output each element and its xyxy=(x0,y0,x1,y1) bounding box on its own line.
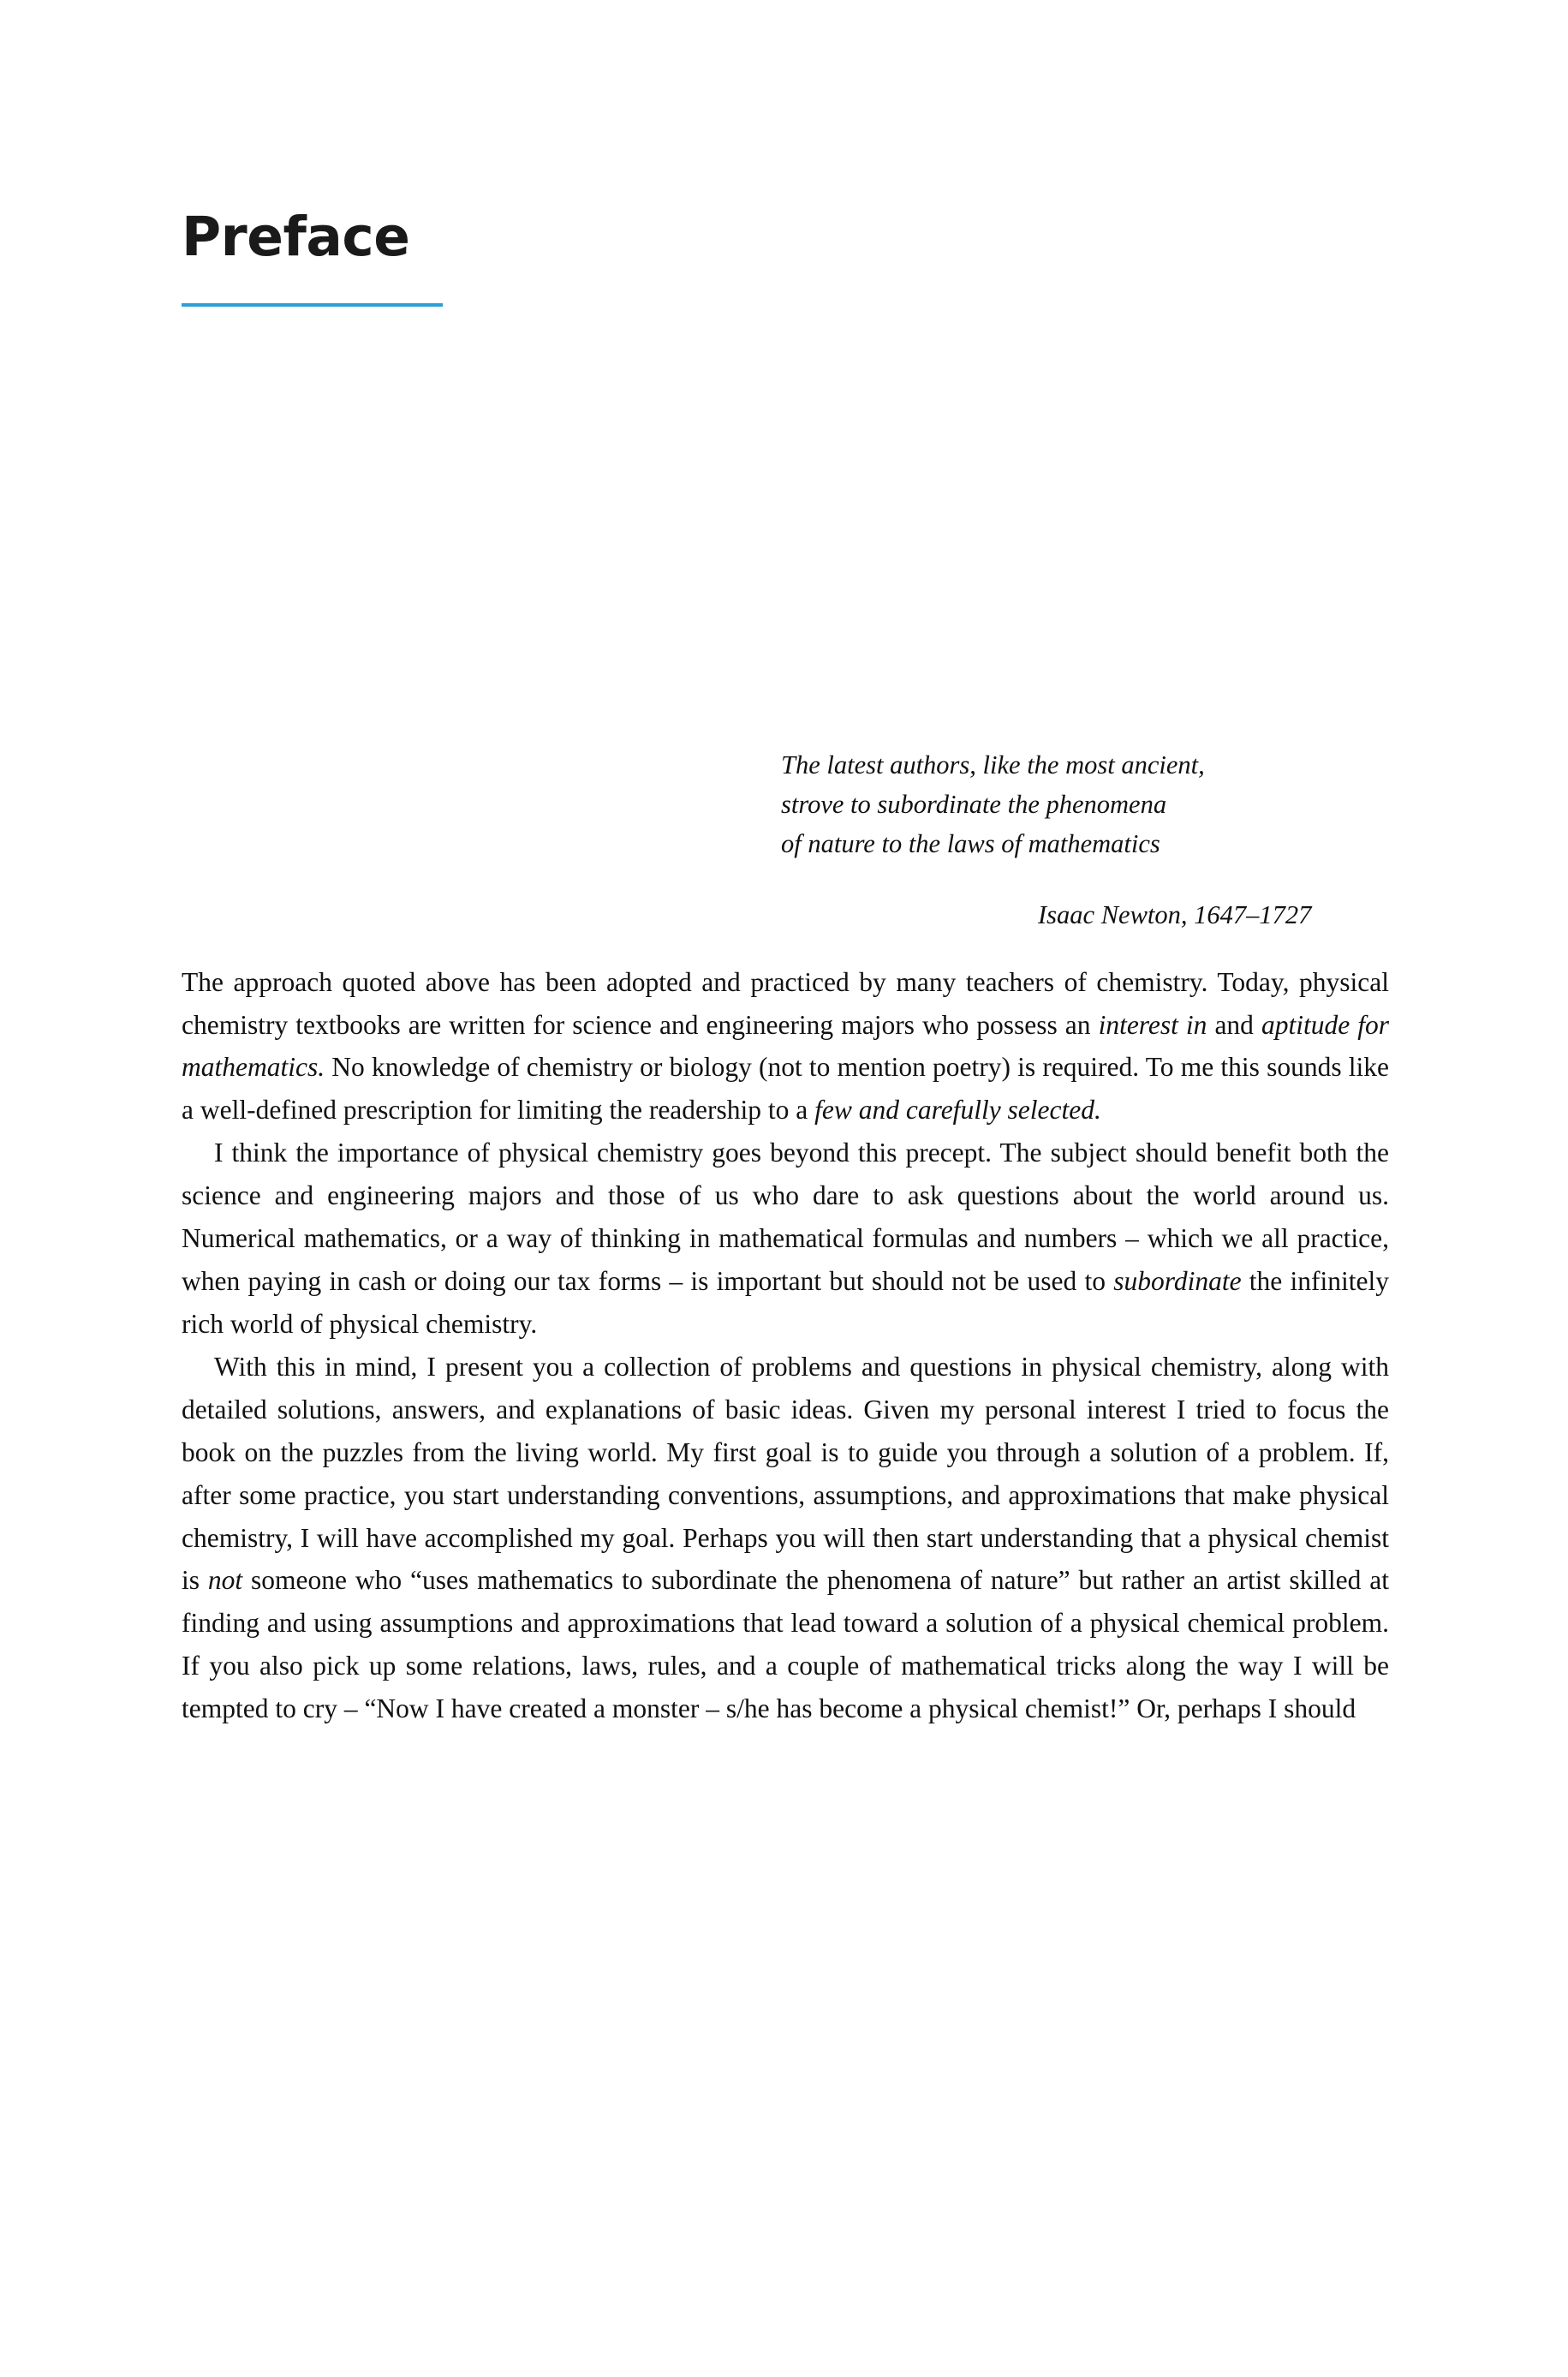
epigraph-quote xyxy=(781,745,1389,864)
epigraph-line: strove to subordinate the phenomena xyxy=(781,789,1167,819)
epigraph-attribution: Isaac Newton, 1647–1727 xyxy=(1038,899,1312,929)
title-underline-rule xyxy=(182,303,443,307)
paragraph: I think the importance of physical chemistry goes beyond this precept. The subject should benefit both the science and engineering majors and those of us who dare to ask questions about the world around us. Numerical mathematics, or a way of thinking in mathematical formulas and numbers – which we all practice, when paying in cash or doing our tax forms – is important but should not be used to subordinate the infinitely rich world of physical chemistry. xyxy=(182,1138,1389,1339)
epigraph-line: of nature to the laws of mathematics xyxy=(781,829,1160,859)
preface-body xyxy=(182,961,1389,1731)
page-title: Preface xyxy=(182,206,410,268)
paragraph: With this in mind, I present you a collection of problems and questions in physical chemistry, along with detailed solutions, answers, and explanations of basic ideas. Given my personal interest I tried to focus the book on the puzzles from the living world. My first goal is to guide you through a solution of a problem. If, after some practice, you start understanding conventions, assumptions, and approximations that make physical chemistry, I will have accomplished my goal. Perhaps you will then start understanding that a physical chemist is not someone who “uses mathematics to subordinate the phenomena of nature” but rather an artist skilled at finding and using assumptions and approximations that lead toward a solution of a physical chemical problem. If you also pick up some relations, laws, rules, and a couple of mathematical tricks along the way I will be tempted to cry – “Now I have created a monster – s/he has become a physical chemist!” Or, perhaps I should xyxy=(182,1351,1389,1724)
page-content xyxy=(182,0,1389,1730)
epigraph-line: The latest authors, like the most ancient, xyxy=(781,750,1205,779)
paragraph: The approach quoted above has been adopted and practiced by many teachers of chemistry. Today, physical chemistry textbooks are written for science and engineering majors who possess an interest in and aptitude for mathematics. No knowledge of chemistry or biology (not to mention poetry) is required. To me this sounds like a well-defined prescription for limiting the readership to a few and carefully selected. xyxy=(182,966,1389,1126)
